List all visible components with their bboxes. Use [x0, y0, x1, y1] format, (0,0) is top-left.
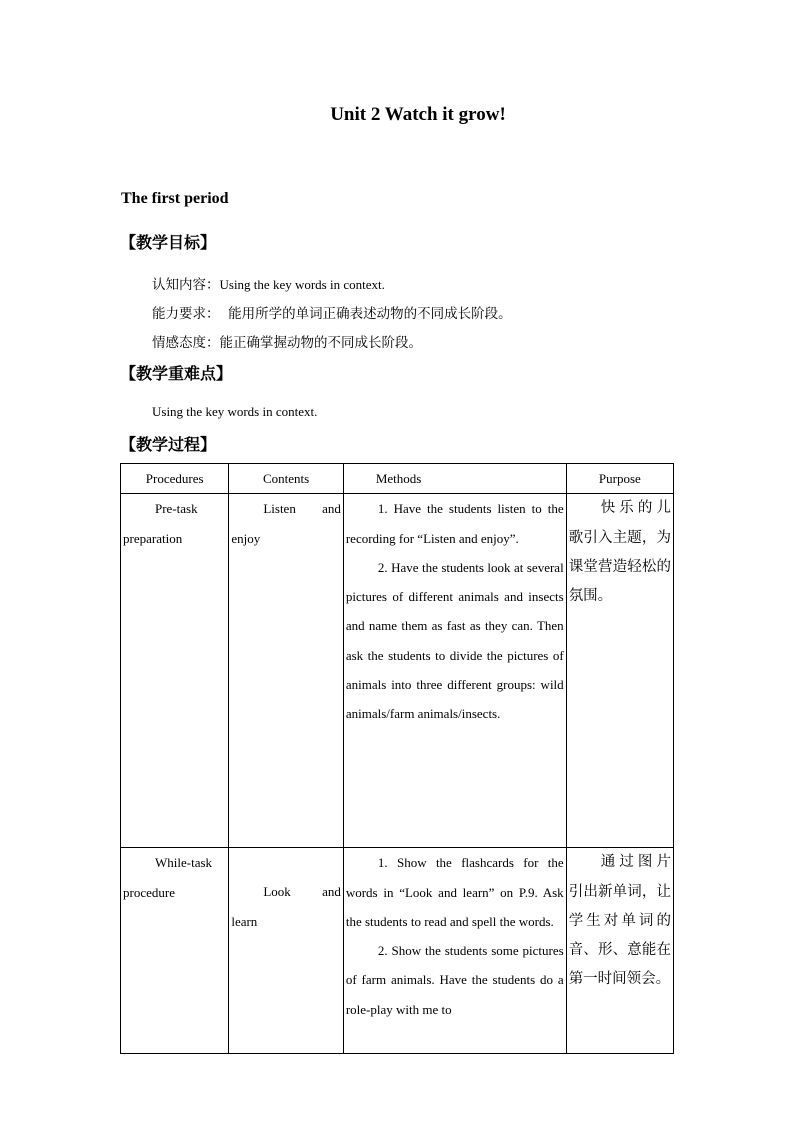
period-heading: The first period: [121, 190, 229, 207]
column-header-methods: Methods: [343, 464, 566, 494]
emotion-label: 情感态度：: [152, 335, 220, 351]
column-header-procedures: Procedures: [121, 464, 229, 494]
column-header-contents: Contents: [229, 464, 344, 494]
objectives-heading: 【教学目标】: [120, 233, 217, 252]
ability-line: [152, 302, 512, 322]
procedure-cell: Pre-task preparation: [121, 494, 229, 848]
emotion-line: [152, 331, 422, 351]
emotion-text: 能正确掌握动物的不同成长阶段。: [219, 335, 422, 351]
method-item: 2. Show the students some pictures of farm animals. Have the students do a role-play with me to: [345, 943, 564, 1017]
ability-text: 能用所学的单词正确表述动物的不同成长阶段。: [228, 306, 512, 322]
process-heading: 【教学过程】: [120, 435, 217, 454]
cognitive-text: Using the key words in context.: [219, 277, 385, 292]
content-cell: Listen and enjoy: [229, 494, 344, 848]
process-table: [120, 463, 674, 1054]
key-points-line: [152, 404, 317, 420]
key-points-text: Using the key words in context.: [152, 404, 318, 419]
method-item: 1. Show the flashcards for the words in “Look and learn” on P.9. Ask the students to read and spell the words.: [345, 855, 564, 929]
cognitive-line: [152, 273, 385, 293]
table-row: [121, 848, 674, 1054]
content-cell: Look and learn: [229, 848, 344, 1054]
document-title: Unit 2 Watch it grow!: [330, 104, 506, 125]
method-item: 2. Have the students look at several pictures of different animals and insects and name them as fast as they can. Then ask the students to divide the pictures of animals into three different groups: wild animals/farm animals/insects.: [345, 559, 564, 722]
table-row: [121, 494, 674, 848]
method-item: 1. Have the students listen to the recording for “Listen and enjoy”.: [345, 501, 564, 546]
column-header-purpose: Purpose: [566, 464, 673, 494]
table-header-row: [121, 464, 674, 494]
key-points-heading: 【教学重难点】: [120, 364, 233, 383]
purpose-cell: 通过图片引出新单词，让学生对单词的音、形、意能在第一时间领会。: [566, 848, 673, 1054]
purpose-cell: 快乐的儿歌引入主题，为课堂营造轻松的氛围。: [566, 494, 673, 848]
methods-cell: [343, 494, 566, 848]
procedure-cell: While-task procedure: [121, 848, 229, 1054]
methods-cell: [343, 848, 566, 1054]
ability-label: 能力要求：: [152, 306, 220, 322]
cognitive-label: 认知内容：: [152, 277, 220, 293]
